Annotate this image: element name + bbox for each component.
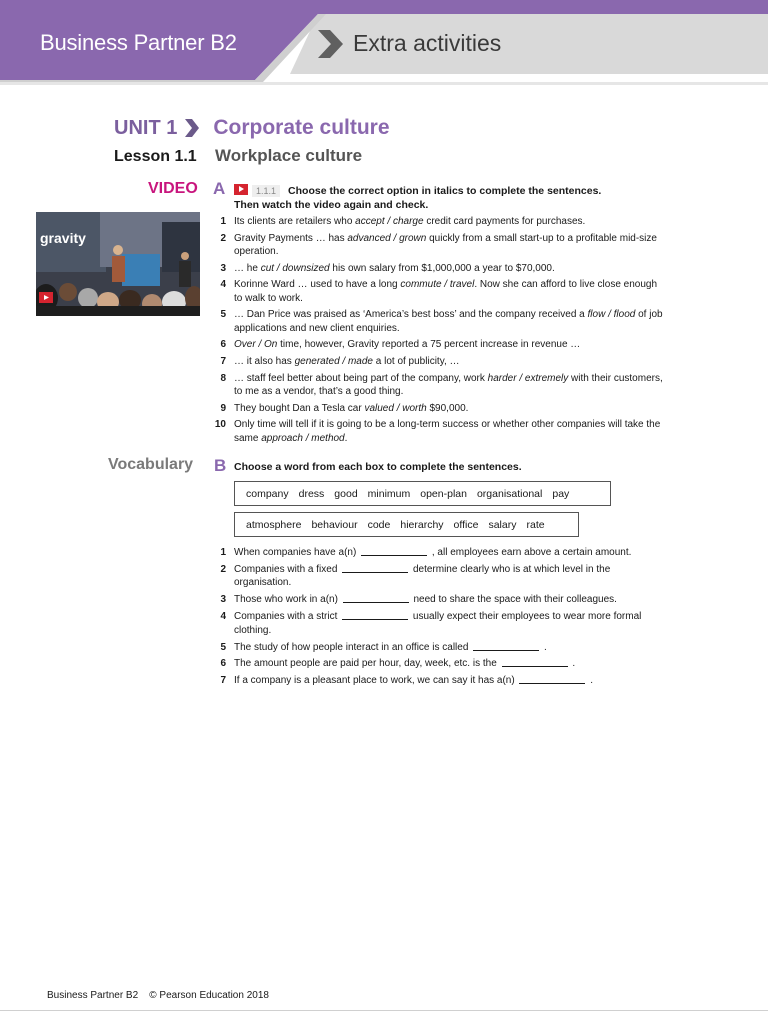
page-footer: Business Partner B2 © Pearson Education 2018 — [47, 990, 269, 1001]
item-text-before: The study of how people interact in an office is called — [234, 641, 472, 653]
item-number: 3 — [220, 262, 226, 274]
list-item — [208, 262, 668, 276]
answer-blank[interactable] — [519, 674, 585, 684]
list-item — [208, 563, 668, 590]
word-option: hierarchy — [400, 518, 444, 531]
item-text-before: Those who work in a(n) — [234, 594, 341, 606]
word-box-2 — [234, 512, 579, 537]
item-options: harder / extremely — [487, 372, 569, 384]
word-option: open-plan — [420, 487, 467, 500]
word-option: behaviour — [311, 518, 358, 531]
list-item — [208, 232, 668, 259]
word-option: organisational — [476, 487, 543, 500]
word-option: good — [334, 487, 358, 500]
item-number: 1 — [220, 547, 226, 558]
list-item — [208, 418, 668, 445]
item-text-before: … it also has — [234, 356, 295, 368]
unit-label: UNIT 1 — [114, 116, 178, 139]
item-text-after: of job applications and new client enquiries. — [234, 309, 663, 334]
item-number: 2 — [220, 232, 226, 244]
chevron-right-icon — [183, 118, 199, 138]
video-section-label: VIDEO — [148, 180, 198, 197]
item-text-after: . Now she can afford to live close enough to walk to work. — [234, 279, 658, 304]
list-item — [208, 308, 668, 335]
instruction-line-2: Then watch the video again and check. — [234, 199, 429, 211]
answer-blank[interactable] — [343, 593, 409, 603]
video-scene-image — [36, 212, 200, 316]
section-title: Extra activities — [353, 30, 502, 56]
item-options: valued / worth — [364, 402, 427, 414]
answer-blank[interactable] — [361, 546, 427, 556]
item-number: 7 — [220, 675, 226, 687]
list-item — [208, 215, 668, 229]
item-number: 8 — [220, 372, 226, 384]
lesson-title: Workplace culture — [215, 146, 363, 165]
item-text-after: determine clearly who is at which level in the organisation. — [234, 563, 611, 589]
item-number: 10 — [214, 419, 226, 431]
thumbnail-logo-text: gravity — [40, 230, 86, 246]
item-text-after: his own salary from $1,000,000 a year to $70,000. — [329, 262, 555, 274]
unit-heading — [114, 114, 390, 142]
item-text-after: $90,000. — [426, 402, 469, 414]
item-options: commute / travel — [400, 279, 475, 291]
item-options: flow / flood — [587, 309, 636, 321]
list-item — [208, 355, 668, 369]
page-header — [0, 0, 768, 90]
item-text-before: Companies with a fixed — [234, 563, 341, 575]
exercise-letter-a: A — [213, 179, 226, 198]
item-number: 6 — [220, 339, 226, 351]
vocabulary-section-label: Vocabulary — [108, 456, 194, 473]
item-number: 7 — [220, 356, 226, 368]
item-text-after: usually expect their employees to wear more formal clothing. — [234, 611, 642, 636]
item-number: 2 — [220, 563, 226, 575]
list-item — [208, 402, 668, 416]
item-options: approach / method — [261, 432, 345, 444]
item-text-before: If a company is a pleasant place to work, we can say it has a(n) — [234, 675, 518, 687]
item-text-before: Korinne Ward … used to have a long — [234, 279, 401, 291]
video-track-number: 1.1.1 — [252, 185, 280, 197]
video-thumbnail[interactable] — [36, 212, 200, 316]
list-item — [208, 593, 668, 607]
vocabulary-instruction: Choose a word from each box to complete the sentences. — [234, 461, 522, 473]
item-number: 4 — [220, 279, 226, 291]
word-option: salary — [488, 518, 517, 531]
item-text-before: Its clients are retailers who — [234, 216, 356, 227]
item-text-after: credit card payments for purchases. — [423, 216, 586, 227]
item-text-after: time, however, Gravity reported a 75 percent increase in revenue … — [277, 339, 581, 351]
item-options: accept / charge — [355, 216, 424, 227]
lesson-heading — [114, 146, 362, 166]
video-exercise-list — [208, 215, 668, 448]
item-text-before: … staff feel better about being part of the company, work — [234, 372, 488, 384]
item-text-after: . — [569, 658, 576, 670]
video-instruction — [234, 184, 674, 212]
item-options: generated / made — [294, 356, 373, 368]
item-text-before: Gravity Payments … has — [234, 232, 348, 244]
word-option: rate — [526, 518, 545, 531]
word-box-1 — [234, 481, 611, 506]
play-video-icon[interactable] — [234, 184, 248, 195]
item-text-after: with their customers, to me as a vendor, that’s a good thing. — [234, 372, 663, 398]
list-item — [208, 372, 668, 399]
item-number: 3 — [220, 594, 226, 606]
answer-blank[interactable] — [342, 610, 408, 620]
item-options: advanced / grown — [347, 232, 427, 244]
item-text-before: They bought Dan a Tesla car — [234, 402, 365, 414]
instruction-line-1: Choose the correct option in italics to complete the sentences. — [288, 185, 602, 197]
word-option: minimum — [367, 487, 411, 500]
item-text-after: . — [587, 675, 594, 687]
list-item — [208, 338, 668, 352]
word-option: atmosphere — [246, 518, 302, 531]
item-number: 1 — [220, 216, 226, 227]
word-option: office — [453, 518, 479, 531]
lesson-number: Lesson 1.1 — [114, 148, 197, 165]
exercise-letter-b: B — [214, 456, 227, 475]
item-number: 6 — [220, 658, 226, 670]
item-text-after: need to share the space with their colleagues. — [410, 594, 617, 606]
word-option: company — [246, 487, 289, 500]
item-number: 5 — [220, 641, 226, 653]
item-text-before: … he — [234, 262, 261, 274]
item-text-after: a lot of publicity, … — [372, 356, 460, 368]
list-item — [208, 610, 668, 637]
answer-blank[interactable] — [342, 563, 408, 573]
vocabulary-exercise-list — [208, 546, 668, 691]
item-text-after: , all employees earn above a certain amount. — [429, 547, 632, 558]
list-item — [208, 674, 668, 688]
answer-blank[interactable] — [502, 657, 568, 667]
item-text-before: … Dan Price was praised as ‘America’s best boss’ and the company received a — [234, 309, 588, 321]
footer-divider — [0, 1010, 768, 1011]
list-item — [208, 546, 668, 560]
item-text-before: The amount people are paid per hour, day, week, etc. is the — [234, 658, 500, 670]
item-text-before: When companies have a(n) — [234, 547, 360, 558]
item-text-after: . — [344, 432, 348, 444]
answer-blank[interactable] — [473, 641, 539, 651]
list-item — [208, 641, 668, 655]
item-text-after: quickly from a small start-up to a profitable mid-size operation. — [234, 232, 657, 258]
list-item — [208, 278, 668, 305]
brand-title: Business Partner B2 — [40, 30, 237, 55]
list-item — [208, 657, 668, 671]
item-options: cut / downsized — [260, 262, 330, 274]
item-text-before: Companies with a strict — [234, 611, 341, 623]
item-text-before: Only time will tell if it is going to be a long-term success or whether other companies will take the same — [234, 419, 661, 444]
unit-title: Corporate culture — [213, 116, 390, 139]
word-option: code — [367, 518, 391, 531]
item-number: 4 — [220, 611, 226, 623]
word-option: pay — [552, 487, 570, 500]
word-option: dress — [298, 487, 325, 500]
item-text-after: . — [541, 641, 547, 653]
item-number: 9 — [220, 402, 226, 414]
item-number: 5 — [220, 309, 226, 321]
item-options: Over / On — [234, 339, 278, 351]
